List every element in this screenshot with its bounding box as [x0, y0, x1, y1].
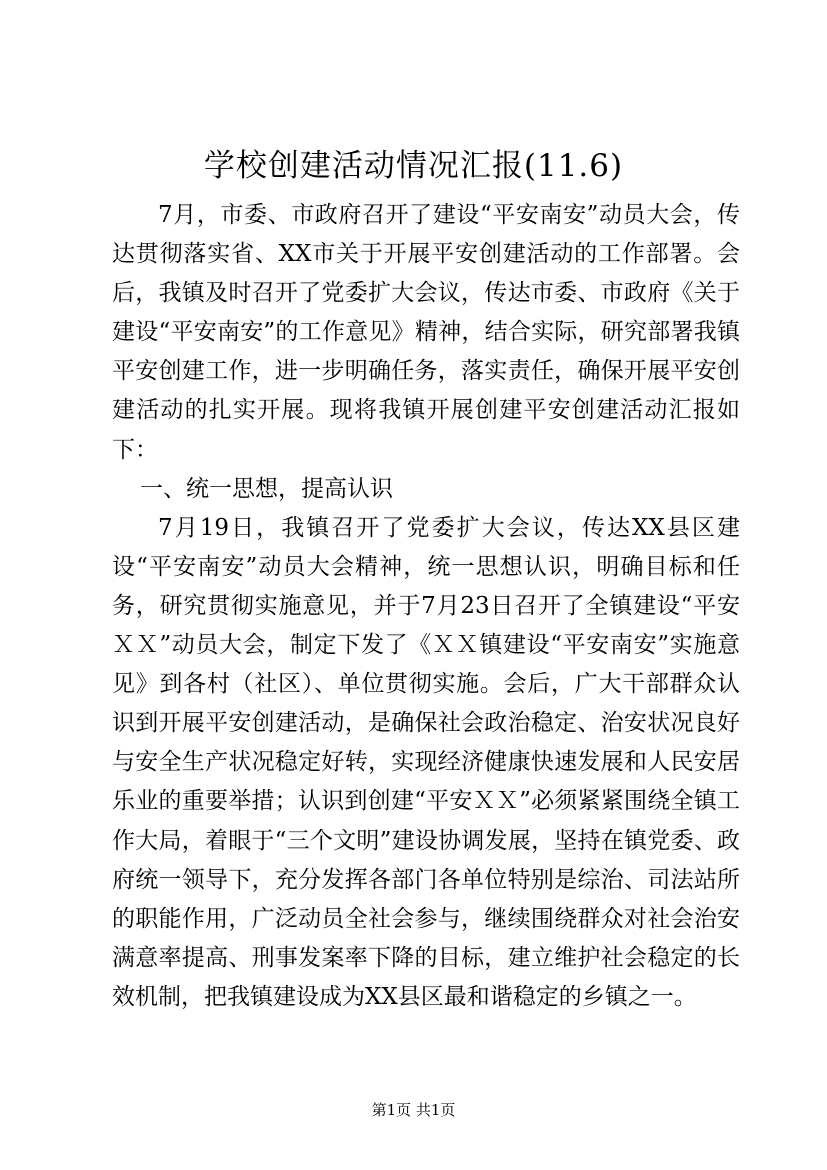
paragraph-section-1: 7月19日，我镇召开了党委扩大会议，传达XX县区建设“平安南安”动员大会精神，统一思想认识，明确目标和任务，研究贯彻实施意见，并于7月23日召开了全镇建设“平安ＸＸ”动员大会，制定下发了《ＸＸ镇建设“平安南安”实施意见》到各村（社区）、单位贯彻实施。会后，广大干部群众认识到开展平安创建活动，是确保社会政治稳定、治安状况良好与安全生产状况稳定好转，实现经济健康快速发展和人民安居乐业的重要举措；认识到创建“平安ＸＸ”必须紧紧围绕全镇工作大局，着眼于“三个文明”建设协调发展，坚持在镇党委、政府统一领导下，充分发挥各部门各单位特别是综治、司法站所的职能作用，广泛动员全社会参与，继续围绕群众对社会治安满意率提高、刑事发案率下降的目标，建立维护社会稳定的长效机制，把我镇建设成为XX县区最和谐稳定的乡镇之一。 [112, 514, 740, 1010]
document-body [112, 196, 740, 1017]
section-heading-1: 一、统一思想，提高认识 [140, 475, 393, 502]
document-title: 学校创建活动情况汇报(11.6) [203, 148, 624, 184]
page-footer: 第1页 共1页 [371, 1101, 456, 1119]
paragraph-intro: 7月，市委、市政府召开了建设“平安南安”动员大会，传达贯彻落实省、XX市关于开展平安创建活动的工作部署。会后，我镇及时召开了党委扩大会议，传达市委、市政府《关于建设“平安南安”的工作意见》精神，结合实际，研究部署我镇平安创建工作，进一步明确任务，落实责任，确保开展平安创建活动的扎实开展。现将我镇开展创建平安创建活动汇报如下： [112, 202, 740, 463]
